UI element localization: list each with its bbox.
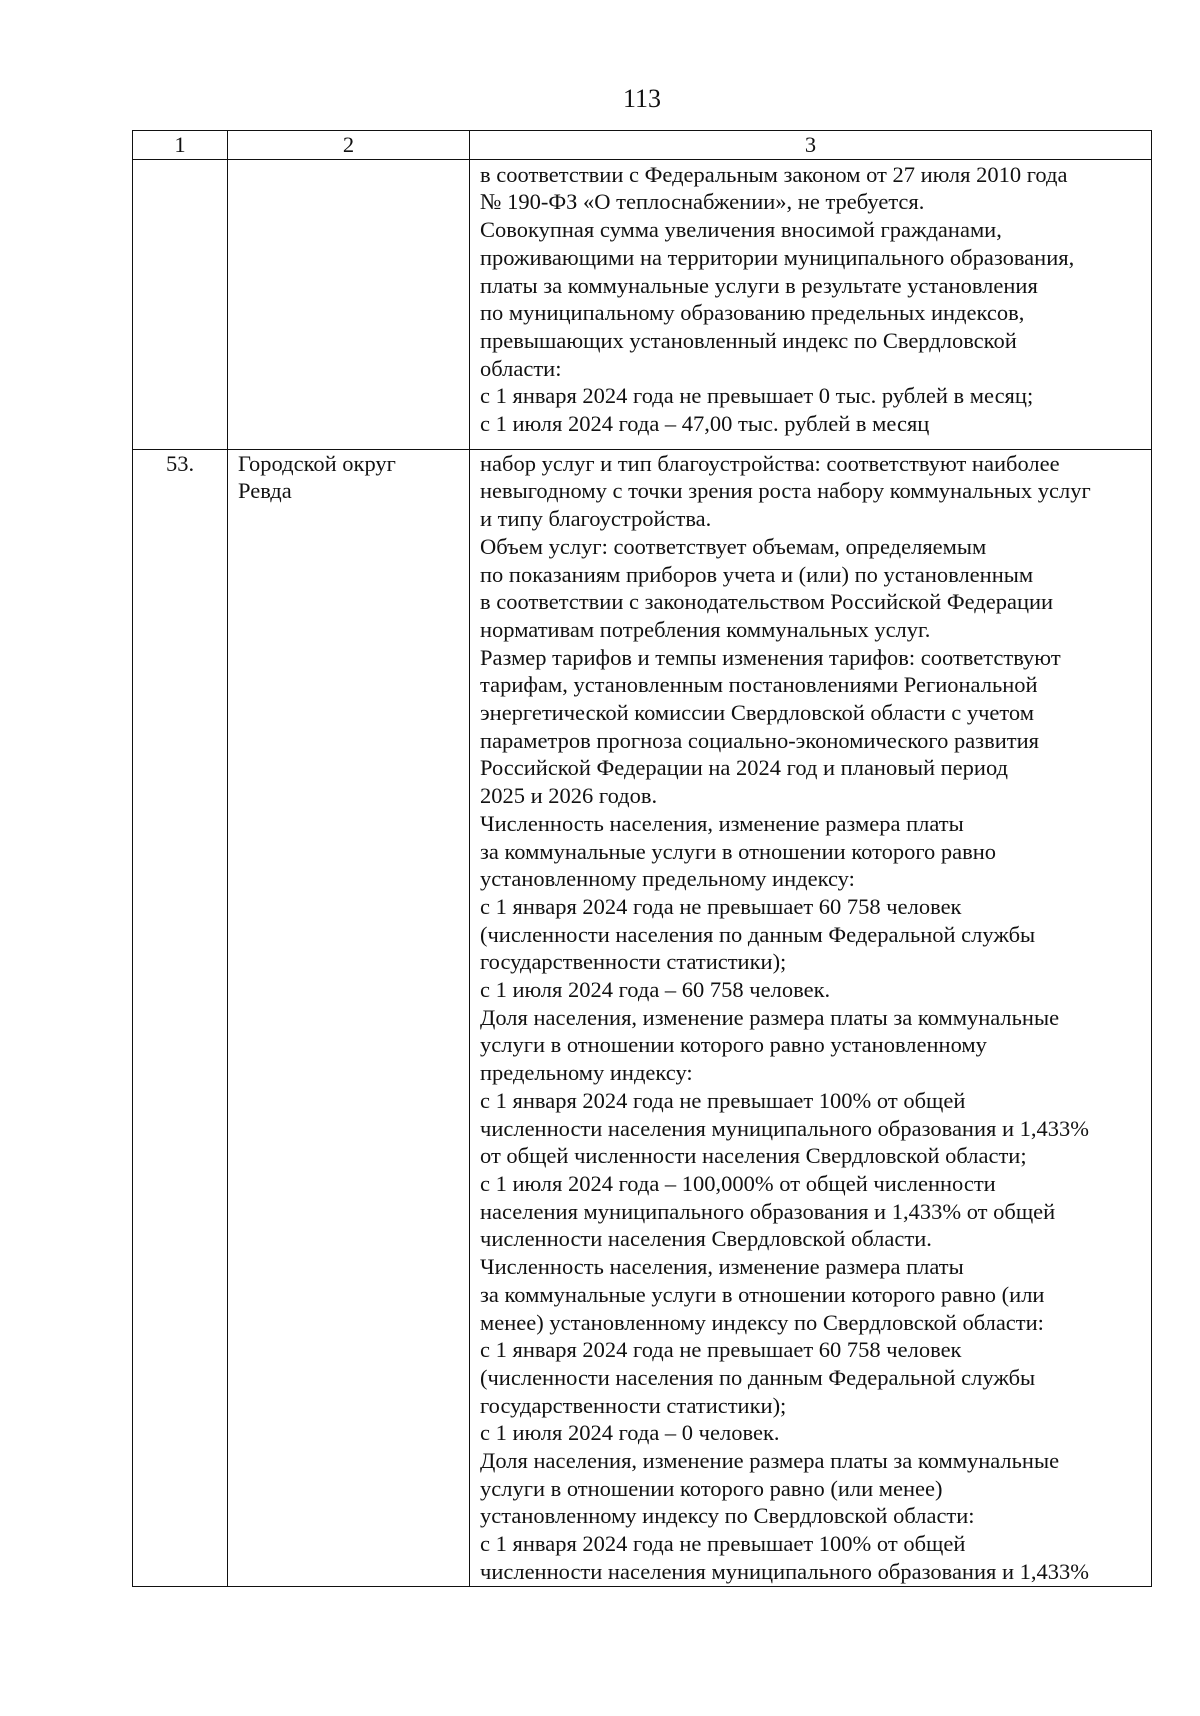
text-line: области: <box>480 355 562 381</box>
text-line: (численности населения по данным Федеральной службы <box>480 921 1036 947</box>
text-line: в соответствии с законодательством Российской Федерации <box>480 589 1054 615</box>
text-line: платы за коммунальные услуги в результате установления <box>480 272 1038 298</box>
text-line: численности населения муниципального образования и 1,433% <box>480 1558 1090 1584</box>
text-line: численности населения Свердловской области. <box>480 1226 932 1252</box>
text-line: Доля населения, изменение размера платы за коммунальные <box>480 1004 1060 1030</box>
text-line: по муниципальному образованию предельных индексов, <box>480 300 1025 326</box>
text-line: государственности статистики); <box>480 1392 787 1418</box>
text-line: № 190-ФЗ «О теплоснабжении», не требуется. <box>480 189 925 215</box>
text-line: с 1 июля 2024 года – 100,000% от общей численности <box>480 1170 996 1196</box>
text-line: с 1 июля 2024 года – 60 758 человек. <box>480 977 831 1003</box>
municipality-cell <box>228 159 470 449</box>
text-line: установленному индексу по Свердловской области: <box>480 1503 975 1529</box>
text-line: Численность населения, изменение размера платы <box>480 810 964 836</box>
text-line: в соответствии с Федеральным законом от 27 июля 2010 года <box>480 161 1068 187</box>
text-line: 2025 и 2026 годов. <box>480 783 658 809</box>
row-number-cell <box>133 159 228 449</box>
row-text-cell <box>470 159 1152 449</box>
text-line: услуги в отношении которого равно установленному <box>480 1032 987 1058</box>
text-line: установленному предельному индексу: <box>480 866 855 892</box>
text-line: численности населения муниципального образования и 1,433% <box>480 1115 1090 1141</box>
text-line: невыгодному с точки зрения роста набору коммунальных услуг <box>480 478 1091 504</box>
text-line: с 1 июля 2024 года – 0 человек. <box>480 1420 780 1446</box>
text-line: Объем услуг: соответствует объемам, определяемым <box>480 533 987 559</box>
text-line: с 1 января 2024 года не превышает 60 758 человек <box>480 1337 962 1363</box>
text-line: по показаниям приборов учета и (или) по установленным <box>480 561 1034 587</box>
municipality-name-line: Городской округ <box>238 450 396 476</box>
text-line: государственности статистики); <box>480 949 787 975</box>
row-text-cell <box>470 449 1152 1586</box>
text-line: энергетической комиссии Свердловской области с учетом <box>480 700 1034 726</box>
table-header-row <box>133 131 1152 160</box>
text-line: с 1 июля 2024 года – 47,00 тыс. рублей в месяц <box>480 411 930 437</box>
text-line: от общей численности населения Свердловской области; <box>480 1143 1027 1169</box>
text-line: и типу благоустройства. <box>480 506 712 532</box>
text-line: с 1 января 2024 года не превышает 100% от общей <box>480 1087 966 1113</box>
text-line: Численность населения, изменение размера платы <box>480 1254 964 1280</box>
text-line: предельному индексу: <box>480 1060 693 1086</box>
text-line: Совокупная сумма увеличения вносимой гражданами, <box>480 217 1002 243</box>
text-line: за коммунальные услуги в отношении которого равно (или <box>480 1281 1045 1307</box>
header-col-3: 3 <box>470 131 1152 160</box>
text-line: Доля населения, изменение размера платы за коммунальные <box>480 1448 1060 1474</box>
municipal-index-table <box>132 130 1152 1587</box>
text-line: за коммунальные услуги в отношении которого равно <box>480 838 997 864</box>
text-line: с 1 января 2024 года не превышает 0 тыс. рублей в месяц; <box>480 383 1034 409</box>
text-line: населения муниципального образования и 1,433% от общей <box>480 1198 1056 1224</box>
text-line: услуги в отношении которого равно (или менее) <box>480 1475 943 1501</box>
text-line: превышающих установленный индекс по Свердловской <box>480 327 1017 353</box>
municipality-cell <box>228 449 470 1586</box>
text-line: с 1 января 2024 года не превышает 60 758 человек <box>480 893 962 919</box>
municipality-name-line: Ревда <box>238 478 292 504</box>
header-col-2: 2 <box>228 131 470 160</box>
text-line: с 1 января 2024 года не превышает 100% от общей <box>480 1531 966 1557</box>
text-line: параметров прогноза социально-экономического развития <box>480 727 1039 753</box>
text-line: менее) установленному индексу по Свердловской области: <box>480 1309 1044 1335</box>
text-line: (численности населения по данным Федеральной службы <box>480 1364 1036 1390</box>
text-line: Российской Федерации на 2024 год и плановый период <box>480 755 1009 781</box>
header-col-1: 1 <box>133 131 228 160</box>
row-number-cell: 53. <box>133 449 228 1586</box>
table-row-continuation <box>133 159 1152 449</box>
page-number: 113 <box>622 84 662 113</box>
text-line: набор услуг и тип благоустройства: соответствуют наиболее <box>480 450 1060 476</box>
text-line: тарифам, установленным постановлениями Региональной <box>480 672 1038 698</box>
table-row-53 <box>133 449 1152 1586</box>
text-line: Размер тарифов и темпы изменения тарифов: соответствуют <box>480 644 1061 670</box>
text-line: проживающими на территории муниципального образования, <box>480 244 1075 270</box>
text-line: нормативам потребления коммунальных услуг. <box>480 616 931 642</box>
